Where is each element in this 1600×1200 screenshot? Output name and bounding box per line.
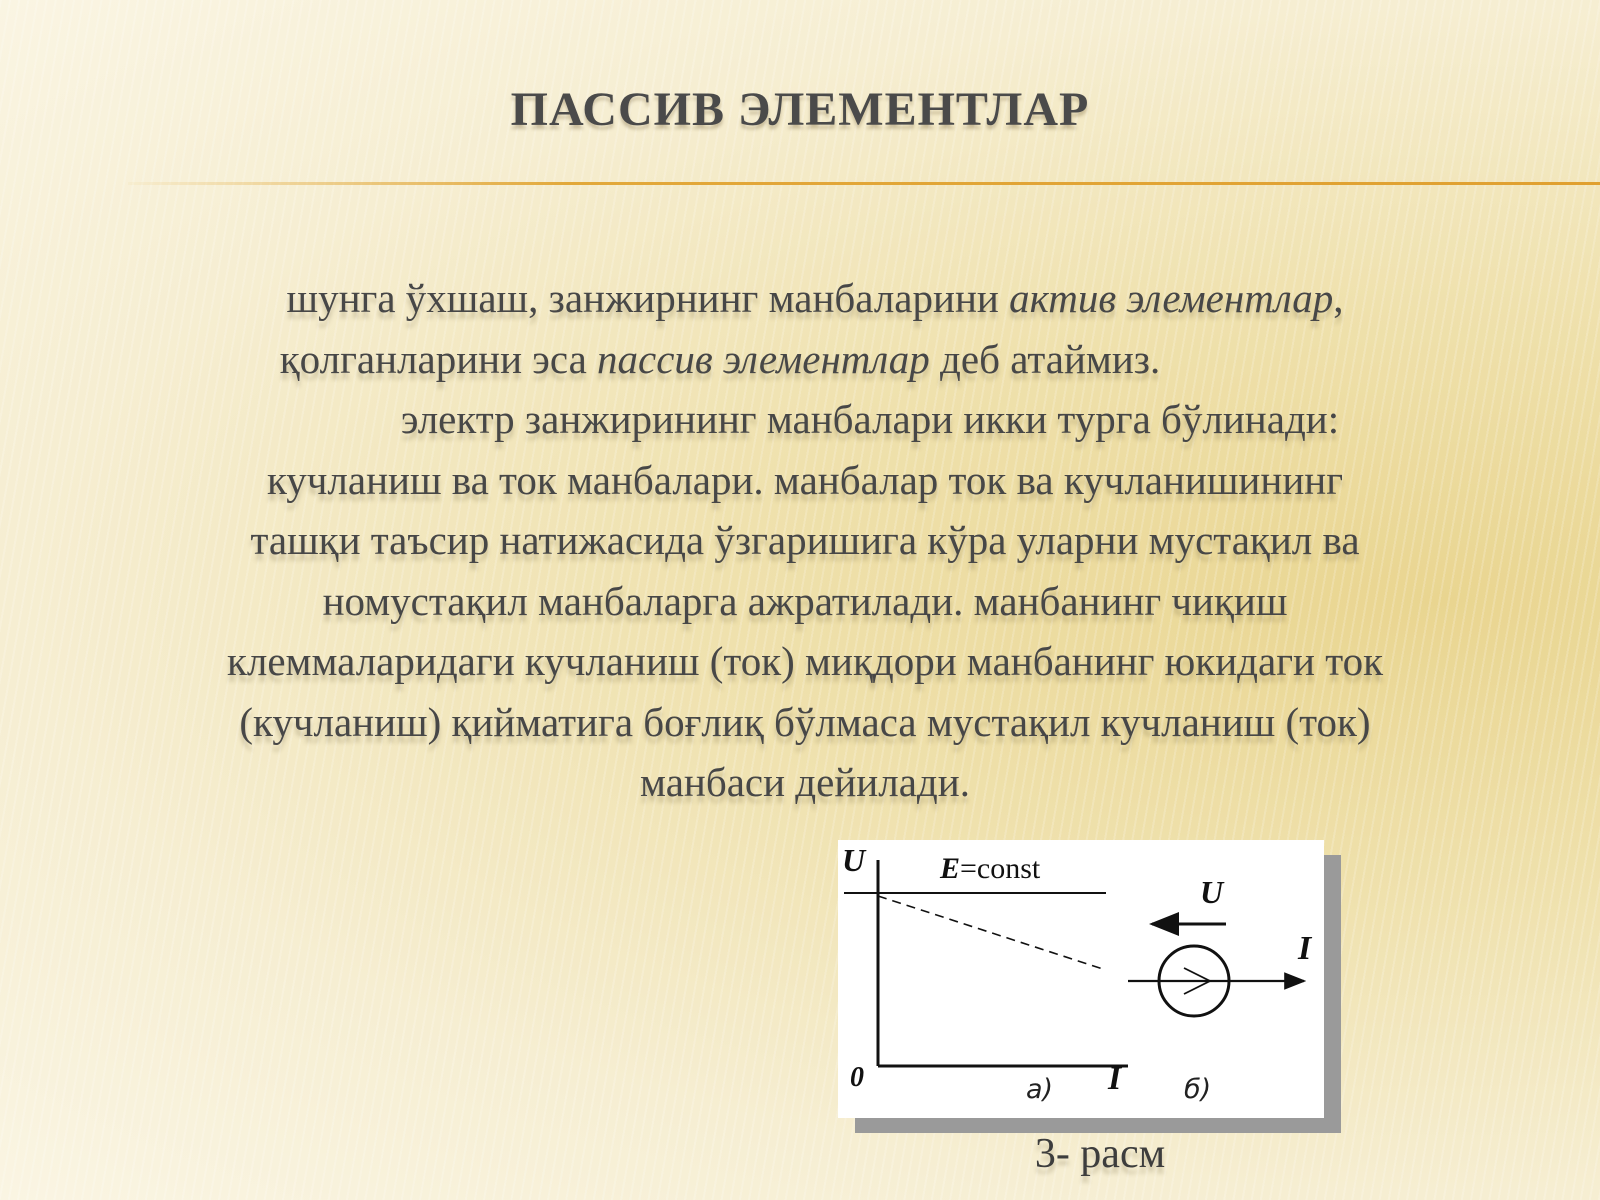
- text-line-6: номустақил манбаларга ажратилади. манбанинг чиқиш: [322, 577, 1288, 624]
- figure-caption: 3- расм: [1034, 1131, 1166, 1177]
- text-line-1-start: шунга ўхшаш, занжирнинг манбаларини: [286, 275, 1010, 321]
- x-axis-label: I: [1108, 1060, 1122, 1097]
- y-axis-label: U: [842, 842, 866, 878]
- slide-title: ПАССИВ ЭЛЕМЕНТЛАР: [510, 83, 1090, 136]
- e-const-label: [940, 852, 1040, 886]
- origin-label: 0: [850, 1062, 864, 1093]
- text-line-1-end: ,: [1333, 275, 1344, 321]
- text-line-8: (кучланиш) қийматига боғлиқ бўлмаса мустақил кучланиш (ток): [239, 698, 1371, 745]
- term-passive-elements: пассив элементлар: [597, 335, 930, 382]
- text-line-2-start: қолганларини эса: [279, 335, 598, 382]
- panel-b-label: б): [1184, 1074, 1212, 1105]
- text-line-7: клеммаларидаги кучланиш (ток) миқдори манбанинг юкидаги ток: [226, 638, 1384, 684]
- figure-drawing: [838, 840, 1324, 1118]
- current-label: I: [1298, 930, 1312, 967]
- text-line-3: электр занжирининг манбалари икки турга бўлинади:: [400, 396, 1340, 442]
- text-line-2: [80, 329, 1530, 390]
- text-line-9: манбаси дейилади.: [640, 759, 970, 805]
- panel-a-label: а): [1026, 1074, 1054, 1105]
- text-line-5: ташқи таъсир натижасида ўзгаришига кўра уларни мустақил ва: [250, 517, 1360, 563]
- dashed-slope-line: [878, 896, 1106, 970]
- title-divider: [128, 182, 1600, 185]
- text-line-2-end: деб атаймиз.: [929, 335, 1161, 382]
- e-const-var: E: [940, 852, 961, 885]
- circuit-figure: [838, 840, 1324, 1118]
- body-paragraph: [80, 268, 1530, 813]
- text-line-1: [80, 268, 1530, 329]
- term-active-elements: актив элементлар: [1009, 275, 1334, 321]
- voltage-label: U: [1200, 874, 1224, 910]
- text-line-4: кучланиш ва ток манбалари. манбалар ток ва кучланишининг: [266, 456, 1344, 503]
- e-const-text: =const: [960, 852, 1041, 885]
